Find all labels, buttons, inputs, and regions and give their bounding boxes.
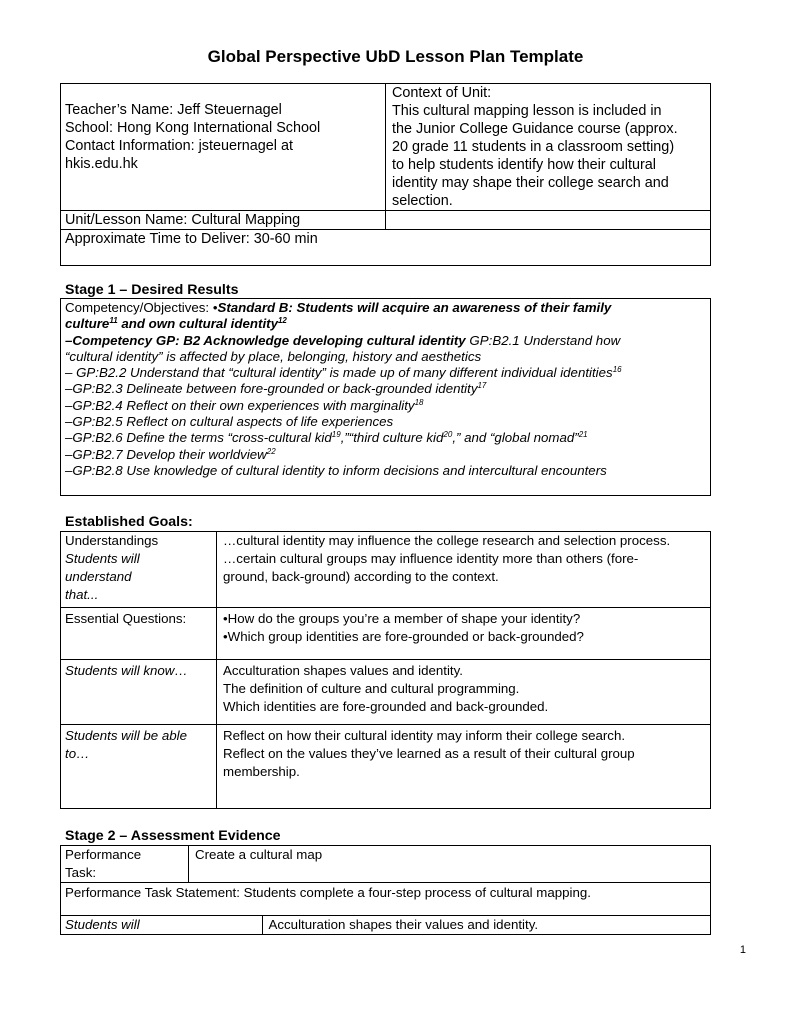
context-cell — [386, 84, 711, 211]
page-number: 1 — [739, 944, 746, 956]
gp-b21-text: GP:B2.1 Understand how — [465, 332, 621, 348]
students-will-cell — [61, 916, 263, 935]
know-item: Acculturation shapes values and identity. — [223, 663, 463, 678]
gp-b27-text: –GP:B2.7 Develop their worldview — [65, 446, 267, 462]
gp-b22-text: – GP:B2.2 Understand that “cultural identity” is made up of many different individual identities — [65, 365, 613, 381]
gp-b26-text: ,”“third culture kid — [340, 430, 444, 446]
understanding-item: ground, back-ground) according to the context. — [223, 569, 499, 584]
bullet: • — [212, 300, 218, 315]
unit-name: Cultural Mapping — [191, 212, 301, 228]
perf-label: Task: — [65, 865, 97, 880]
able-label: Students will be able — [65, 728, 187, 743]
perf-value-cell — [189, 846, 711, 883]
footnote-ref: 12 — [277, 316, 287, 326]
page-title: Global Perspective UbD Lesson Plan Template — [207, 47, 584, 66]
perf-label-cell — [61, 846, 189, 883]
competency-label: Competency/Objectives: — [65, 300, 210, 315]
context-line: This cultural mapping lesson is included in — [392, 103, 662, 119]
perf-statement: Performance Task Statement: Students complete a four-step process of cultural mapping. — [65, 885, 591, 900]
contact-line-2: hkis.edu.hk — [65, 156, 138, 172]
footnote-ref: 19 — [331, 430, 341, 440]
established-goals-heading: Established Goals: — [65, 514, 193, 530]
context-line: selection. — [392, 193, 453, 209]
know-text-cell — [217, 660, 711, 725]
context-line: 20 grade 11 students in a classroom setting) — [392, 139, 675, 155]
footnote-ref: 21 — [578, 430, 588, 440]
context-line: to help students identify how their cultural — [392, 157, 656, 173]
footnote-ref: 17 — [477, 381, 487, 391]
understandings-label-cell — [61, 532, 217, 608]
established-goals-table — [60, 531, 711, 809]
eq-text-cell — [217, 608, 711, 660]
able-item: Reflect on how their cultural identity may inform their college search. — [223, 728, 626, 743]
able-label: to… — [65, 746, 90, 761]
standard-b-text: Standard B: Students will acquire an awareness of their family — [217, 300, 612, 315]
know-label-cell — [61, 660, 217, 725]
competency-box — [60, 298, 711, 496]
empty-cell — [386, 211, 711, 230]
able-item: Reflect on the values they’ve learned as a result of their cultural group — [223, 746, 635, 761]
gp-b23-text: –GP:B2.3 Delineate between fore-grounded or back-grounded identity — [65, 381, 478, 397]
contact-label: Contact Information: — [65, 138, 195, 154]
understandings-sub: Students will — [65, 551, 140, 566]
assessment-table — [60, 845, 711, 935]
students-will-label: Students will — [65, 917, 140, 932]
gp-b25-text: –GP:B2.5 Reflect on cultural aspects of life experiences — [65, 414, 394, 430]
competency-gp-text: –Competency GP: B2 Acknowledge developing cultural identity — [65, 332, 466, 348]
understandings-text-cell — [217, 532, 711, 608]
perf-label: Performance — [65, 847, 142, 862]
unit-label: Unit/Lesson Name: — [65, 212, 188, 228]
context-line: the Junior College Guidance course (approx. — [392, 121, 678, 137]
know-item: Which identities are fore-grounded and back-grounded. — [223, 699, 549, 714]
teacher-info-table — [60, 83, 711, 266]
understanding-item: …cultural identity may influence the college research and selection process. — [223, 533, 671, 548]
able-label-cell — [61, 725, 217, 809]
school-name: Hong Kong International School — [117, 120, 321, 136]
time-label: Approximate Time to Deliver: — [65, 231, 250, 247]
gp-b21-text: “cultural identity” is affected by place, belonging, history and aesthetics — [65, 348, 482, 364]
understandings-sub: that... — [65, 587, 99, 602]
time-cell — [61, 230, 711, 266]
students-will-value-cell — [262, 916, 710, 935]
statement-cell — [61, 883, 711, 916]
able-text-cell — [217, 725, 711, 809]
standard-b-text: and own cultural identity — [117, 316, 278, 332]
unit-name-cell — [61, 211, 386, 230]
footnote-ref: 20 — [443, 430, 453, 440]
footnote-ref: 11 — [109, 316, 118, 326]
footnote-ref: 18 — [414, 397, 424, 407]
understandings-label: Understandings — [65, 533, 159, 548]
know-label: Students will know… — [65, 663, 188, 678]
gp-b28-text: –GP:B2.8 Use knowledge of cultural identity to inform decisions and intercultural encounters — [65, 462, 607, 478]
teacher-label: Teacher’s Name: — [65, 102, 174, 118]
understandings-sub: understand — [65, 569, 132, 584]
eq-label: Essential Questions: — [65, 611, 187, 626]
time-value: 30-60 min — [253, 231, 318, 247]
stage1-heading: Stage 1 – Desired Results — [65, 282, 239, 298]
footnote-ref: 22 — [266, 446, 276, 456]
understanding-item: …certain cultural groups may influence identity more than others (fore- — [223, 551, 639, 566]
eq-label-cell — [61, 608, 217, 660]
know-item: The definition of culture and cultural programming. — [223, 681, 520, 696]
context-label: Context of Unit: — [392, 85, 492, 101]
perf-value: Create a cultural map — [195, 847, 323, 862]
gp-b26-text: –GP:B2.6 Define the terms “cross-cultural kid — [65, 430, 332, 446]
eq-item: •Which group identities are fore-grounded or back-grounded? — [223, 629, 584, 644]
contact-line-1: jsteuernagel at — [198, 138, 293, 154]
students-will-value: Acculturation shapes their values and identity. — [268, 917, 539, 932]
eq-item: •How do the groups you’re a member of shape your identity? — [223, 611, 581, 626]
footnote-ref: 16 — [612, 365, 622, 375]
gp-b24-text: –GP:B2.4 Reflect on their own experiences with marginality — [65, 397, 415, 413]
context-line: identity may shape their college search and — [392, 175, 669, 191]
teacher-info-cell — [61, 84, 386, 211]
standard-b-text: culture — [65, 316, 110, 332]
school-label: School: — [65, 120, 113, 136]
teacher-name: Jeff Steuernagel — [177, 102, 282, 118]
able-item: membership. — [223, 764, 300, 779]
stage2-heading: Stage 2 – Assessment Evidence — [65, 828, 281, 844]
gp-b26-text: ,” and “global nomad” — [452, 430, 579, 446]
